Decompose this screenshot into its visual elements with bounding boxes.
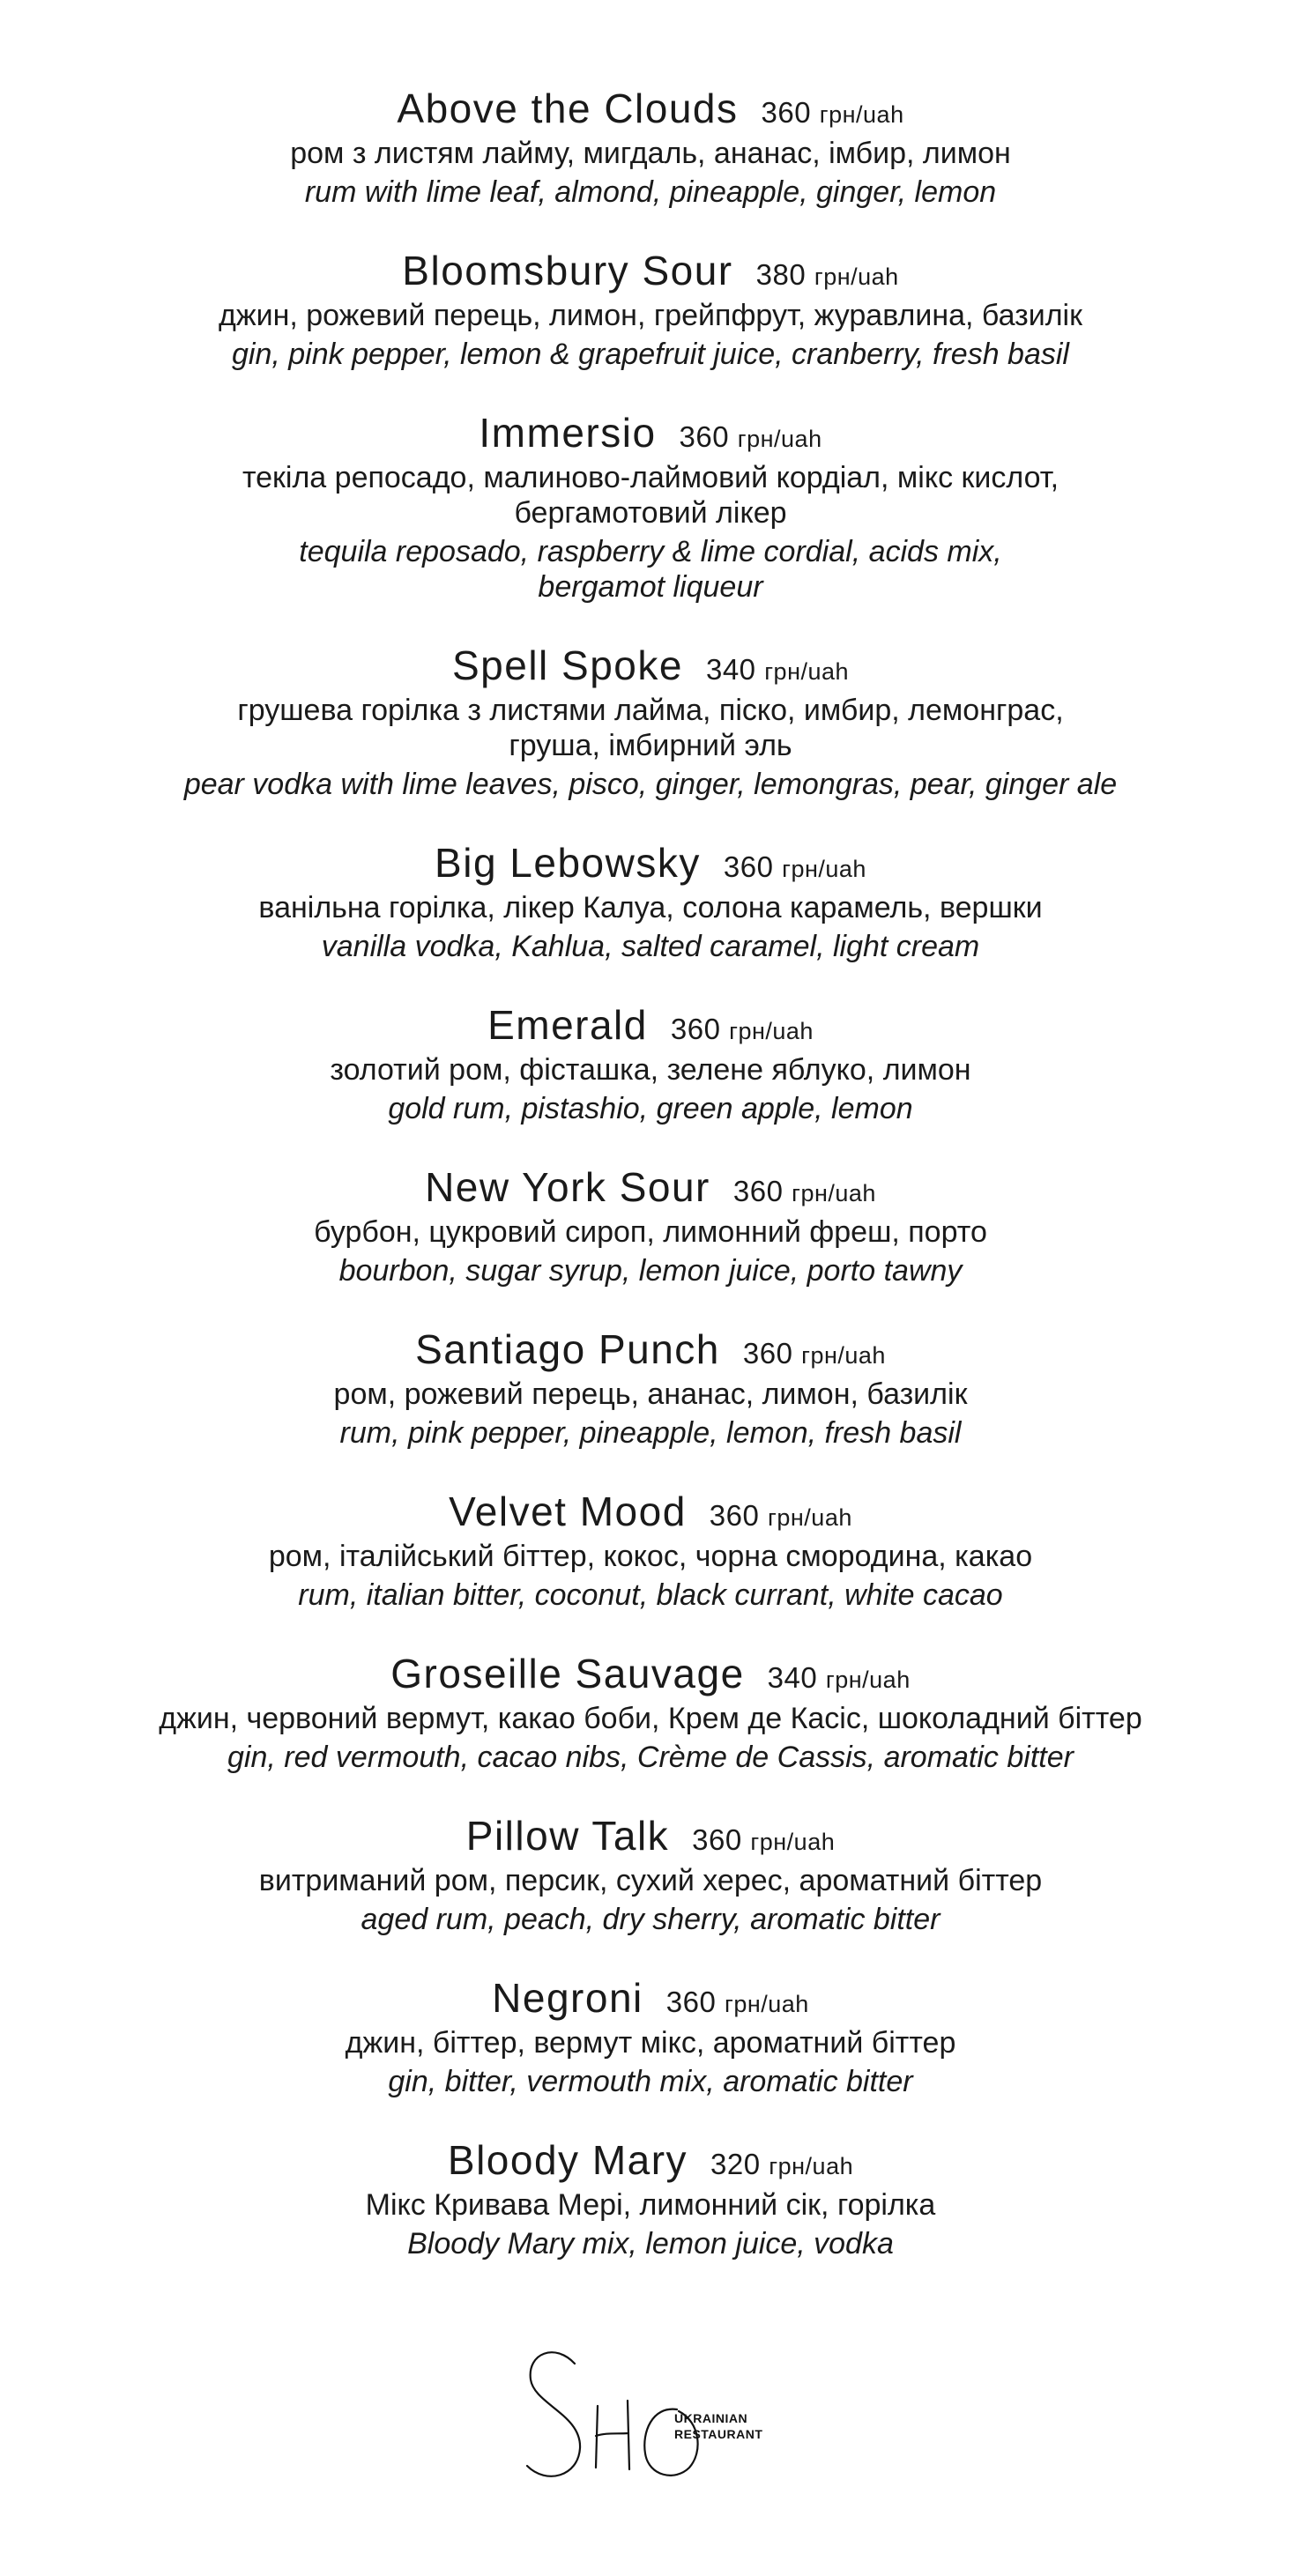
menu-item [0,1484,1301,1613]
menu-item [0,1808,1301,1937]
item-title-line [0,1971,1301,2025]
menu-item [0,998,1301,1126]
item-ingredients-ukrainian: ром, італійський біттер, кокос, чорна смородина, какао [268,1540,1033,1573]
item-price [762,96,904,129]
menu-item [0,405,1301,605]
item-title-line [0,835,1301,890]
item-ingredients-ukrainian: грушева горілка з листями лайма, піско, имбир, лемонграс, груша, імбирний эль [237,694,1064,762]
item-ingredients-ukrainian: текіла репосадо, малиново-лаймовий кордіал, мікс кислот, бергамотовий лікер [242,461,1059,530]
item-price [768,1661,911,1694]
price-unit: грн/uah [819,101,904,128]
item-price [743,1337,886,1370]
item-ingredients-english: rum with lime leaf, almond, pineapple, ginger, lemon [304,175,997,209]
item-title-line [0,998,1301,1052]
menu-item [0,1160,1301,1288]
item-ingredients-ukrainian: золотий ром, фісташка, зелене яблуко, лимон [330,1053,971,1087]
item-price [710,1499,852,1532]
price-amount: 360 [692,1823,742,1856]
menu-item [0,81,1301,210]
menu-item [0,2133,1301,2261]
item-title-line [0,1484,1301,1539]
item-ingredients-ukrainian: витриманий ром, персик, сухий херес, ароматний біттер [258,1864,1043,1897]
menu-item [0,1971,1301,2099]
item-name: Negroni [492,1975,643,2021]
price-unit: грн/uah [768,1504,852,1531]
item-name: Pillow Talk [465,1813,670,1859]
item-name: Above the Clouds [397,85,739,131]
price-unit: грн/uah [769,2153,854,2179]
item-ingredients-english: gold rum, pistashio, green apple, lemon [388,1092,913,1125]
logo-caption-line2: RESTAURANT [674,2427,763,2441]
menu-item [0,835,1301,964]
price-unit: грн/uah [725,1991,809,2017]
price-unit: грн/uah [750,1829,836,1855]
item-price [710,2148,853,2180]
price-unit: грн/uah [814,264,899,290]
item-ingredients-ukrainian: ром, рожевий перець, ананас, лимон, базилік [333,1377,968,1411]
item-ingredients-ukrainian: бурбон, цукровий сироп, лимонний фреш, порто [314,1215,987,1249]
item-ingredients-english: gin, red vermouth, cacao nibs, Crème de Cassis, aromatic bitter [227,1741,1074,1774]
item-name: New York Sour [425,1164,710,1210]
price-amount: 340 [705,653,756,686]
price-amount: 360 [723,850,774,883]
item-name: Bloomsbury Sour [402,248,733,293]
item-price [756,258,899,291]
item-ingredients-english: bourbon, sugar syrup, lemon juice, porto tawny [338,1254,963,1288]
item-ingredients-ukrainian: ром з листям лайму, мигдаль, ананас, імбир, лимон [290,137,1011,170]
item-name: Big Lebowsky [435,840,701,886]
item-name: Santiago Punch [415,1326,720,1372]
price-amount: 360 [665,1986,717,2018]
item-title-line [0,243,1301,298]
item-price [671,1013,814,1045]
item-ingredients-english: tequila reposado, raspberry & lime cordial, acids mix, bergamot liqueur [299,535,1002,604]
price-amount: 360 [679,420,730,453]
item-price [706,653,849,686]
item-price [692,1823,835,1856]
item-price [666,1986,809,2018]
item-title-line [0,1646,1301,1701]
item-ingredients-ukrainian: Мікс Кривава Мері, лимонний сік, горілка [365,2188,936,2222]
item-ingredients-english: pear vodka with lime leaves, pisco, ginger, lemongras, pear, ginger ale [183,768,1118,801]
price-amount: 360 [761,96,812,129]
item-title-line [0,1322,1301,1377]
item-ingredients-english: gin, bitter, vermouth mix, aromatic bitter [388,2065,913,2098]
item-name: Velvet Mood [449,1488,687,1534]
item-name: Groseille Sauvage [390,1651,745,1696]
item-title-line [0,1160,1301,1214]
menu-item [0,1646,1301,1775]
logo-caption [674,2410,762,2442]
menu-item [0,638,1301,802]
item-ingredients-ukrainian: джин, рожевий перець, лимон, грейпфрут, журавлина, базилік [219,299,1082,332]
price-unit: грн/uah [764,658,850,685]
item-price [733,1175,876,1207]
price-amount: 360 [742,1337,793,1370]
price-unit: грн/uah [792,1180,876,1206]
item-name: Immersio [479,410,657,456]
item-title-line [0,1808,1301,1863]
price-amount: 360 [670,1013,721,1045]
item-ingredients-english: vanilla vodka, Kahlua, salted caramel, light cream [321,930,980,963]
item-title-line [0,81,1301,136]
item-ingredients-english: aged rum, peach, dry sherry, aromatic bitter [361,1903,940,1936]
item-ingredients-ukrainian: ванільна горілка, лікер Калуа, солона карамель, вершки [258,891,1043,924]
price-unit: грн/uah [737,426,822,452]
item-name: Bloody Mary [447,2137,688,2183]
item-title-line [0,405,1301,460]
cocktail-menu [0,81,1301,2295]
price-unit: грн/uah [825,1667,911,1693]
item-name: Spell Spoke [451,642,683,688]
logo-caption-line1: UKRAINIAN [674,2411,748,2425]
price-amount: 360 [709,1499,760,1532]
item-ingredients-ukrainian: джин, біттер, вермут мікс, ароматний біттер [345,2026,956,2060]
item-ingredients-english: Bloody Mary mix, lemon juice, vodka [407,2227,894,2260]
item-name: Emerald [487,1002,648,1048]
item-ingredients-english: gin, pink pepper, lemon & grapefruit juice, cranberry, fresh basil [232,338,1069,371]
item-title-line [0,2133,1301,2187]
item-price [724,850,866,883]
menu-item [0,243,1301,372]
price-unit: грн/uah [801,1342,886,1369]
price-amount: 340 [767,1661,818,1694]
price-unit: грн/uah [782,856,866,882]
price-amount: 320 [710,2148,761,2180]
price-amount: 380 [755,258,807,291]
menu-item [0,1322,1301,1451]
item-title-line [0,638,1301,693]
item-ingredients-english: rum, italian bitter, coconut, black currant, white cacao [298,1578,1003,1612]
item-ingredients-ukrainian: джин, червоний вермут, какао боби, Крем де Касіс, шоколадний біттер [159,1702,1142,1735]
item-price [680,420,822,453]
price-unit: грн/uah [729,1018,814,1044]
item-ingredients-english: rum, pink pepper, pineapple, lemon, fresh basil [339,1416,962,1450]
price-amount: 360 [732,1175,784,1207]
